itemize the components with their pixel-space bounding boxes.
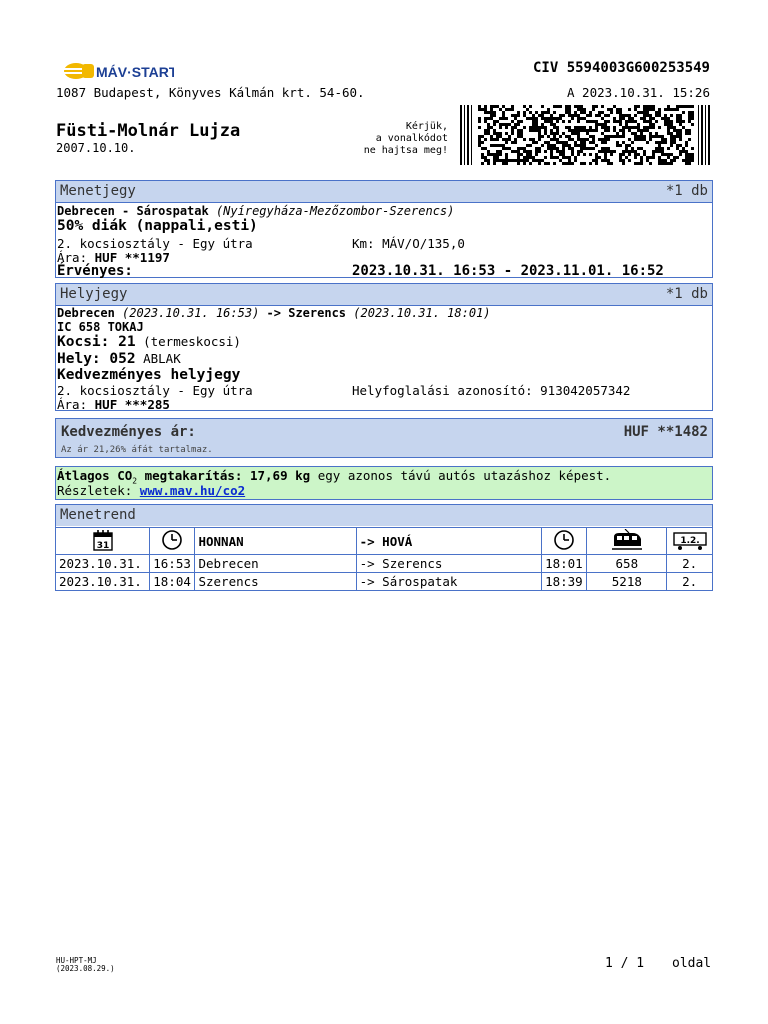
row-from: Szerencs [195,573,356,591]
form-code-date: (2023.08.29.) [56,964,115,973]
ticket-valid-label: Érvényes: [57,263,133,279]
row-to: -> Szerencs [356,555,541,573]
ticket-discount: 50% diák (nappali,esti) [57,218,258,234]
ticket-price-label: Ára: [57,250,88,265]
co2-details-line [57,483,245,498]
row-date: 2023.10.31. [56,555,150,573]
seat-title: Helyjegy [60,286,128,302]
ticket-via: (Nyíregyháza-Mezőzombor-Szerencs) [215,204,455,218]
row-to: -> Sárospatak [356,573,541,591]
class-column-header [667,528,713,555]
row-train: 5218 [587,573,667,591]
timetable-title: Menetrend [60,507,136,523]
ticket-box-header [56,181,712,203]
seat-train: IC 658 TOKAJ [57,320,144,334]
seat-car-note: (termeskocsi) [143,334,241,349]
seat-place-line [57,351,181,367]
seat-journey-line [57,306,491,320]
seat-type: Kedvezményes helyjegy [57,367,241,383]
row-arrival: 18:39 [542,573,587,591]
passenger-name: Füsti-Molnár Lujza [56,121,241,141]
calendar-icon [92,529,114,551]
mav-start-logo [62,58,174,84]
clock-icon [161,529,183,551]
co2-details-link[interactable]: www.mav.hu/co2 [139,483,246,498]
row-class: 2. [667,555,713,573]
from-column-header: HONNAN [195,528,356,555]
seat-price-line [57,397,170,412]
issue-datetime: A 2023.10.31. 15:26 [567,85,710,100]
page-word: oldal [672,956,712,971]
fold-notice-line: ne hajtsa meg! [363,145,448,156]
car-class-icon [672,529,708,551]
co2-comparison: egy azonos távú autós utazáshoz képest. [310,468,612,483]
ticket-price: HUF **1197 [94,250,170,265]
table-row [56,555,713,573]
departure-column-header [150,528,195,555]
seat-place: Hely: 052 [57,351,136,367]
ticket-validity: 2023.10.31. 16:53 - 2023.11.01. 16:52 [352,263,664,279]
seat-booking-id: Helyfoglalási azonosító: 913042057342 [352,383,631,398]
row-from: Debrecen [195,555,356,573]
row-class: 2. [667,573,713,591]
co2-details-label: Részletek: [57,483,133,498]
train-icon [611,529,643,551]
calendar-day: 31 [96,540,109,551]
row-train: 658 [587,555,667,573]
total-label: Kedvezményes ár: [61,424,196,440]
total-price-box [55,418,713,458]
table-row [56,573,713,591]
total-value: HUF **1482 [623,424,708,440]
co2-prefix: Átlagos CO [57,468,133,483]
logo-emblem-icon [62,58,174,84]
vat-note: Az ár 21,26% áfát tartalmaz. [61,445,213,455]
co2-amount: megtakarítás: 17,69 kg [137,468,311,483]
fold-notice [364,121,448,157]
seat-class: 2. kocsiosztály - Egy útra [57,383,253,398]
timetable-head-row [56,528,713,555]
ticket-count: *1 db [665,183,708,199]
timetable-table [55,527,713,591]
to-column-header: -> HOVÁ [356,528,541,555]
ticket-route: Debrecen - Sárospatak [57,204,209,218]
ticket-route-line [57,204,454,218]
row-date: 2023.10.31. [56,573,150,591]
passenger-birthdate: 2007.10.10. [56,141,136,155]
seat-car-line [57,334,241,350]
row-departure: 18:04 [150,573,195,591]
fold-notice-line: a vonalkódot [375,133,448,144]
seat-arrow: -> [266,306,281,320]
form-code-id: HU-HPT-MJ [56,956,97,965]
seat-place-note: ABLAK [143,351,181,366]
seat-reservation-box [55,283,713,411]
timetable-box [55,504,713,527]
train-column-header [587,528,667,555]
timetable-header [56,505,712,526]
seat-from: Debrecen [57,306,115,320]
logo-text: MÁV·START [96,64,174,80]
car-class-label: 1.2. [679,535,700,546]
civ-number: CIV 5594003G600253549 [532,60,710,76]
row-arrival: 18:01 [542,555,587,573]
issuer-address: 1087 Budapest, Könyves Kálmán krt. 54-60. [56,85,365,100]
ticket-class: 2. kocsiosztály - Egy útra [57,236,253,251]
arrival-column-header [542,528,587,555]
seat-to: Szerencs [288,306,347,320]
page-counter: 1 / 1 [605,956,645,971]
seat-box-header [56,284,712,306]
co2-savings-box [55,466,713,500]
aztec-barcode-icon [460,105,712,165]
clock-icon [553,529,575,551]
seat-count: *1 db [665,286,708,302]
seat-price-label: Ára: [57,397,88,412]
date-column-header [56,528,150,555]
form-code [56,957,115,973]
ticket-km: Km: MÁV/O/135,0 [352,236,465,251]
seat-car: Kocsi: 21 [57,334,136,350]
seat-from-time: (2023.10.31. 16:53) [122,306,260,320]
fold-notice-line: Kérjük, [405,121,448,132]
seat-to-time: (2023.10.31. 18:01) [353,306,491,320]
ticket-box [55,180,713,278]
row-departure: 16:53 [150,555,195,573]
seat-price: HUF ***285 [94,397,170,412]
ticket-title: Menetjegy [60,183,136,199]
co2-subscript: 2 [132,476,138,486]
